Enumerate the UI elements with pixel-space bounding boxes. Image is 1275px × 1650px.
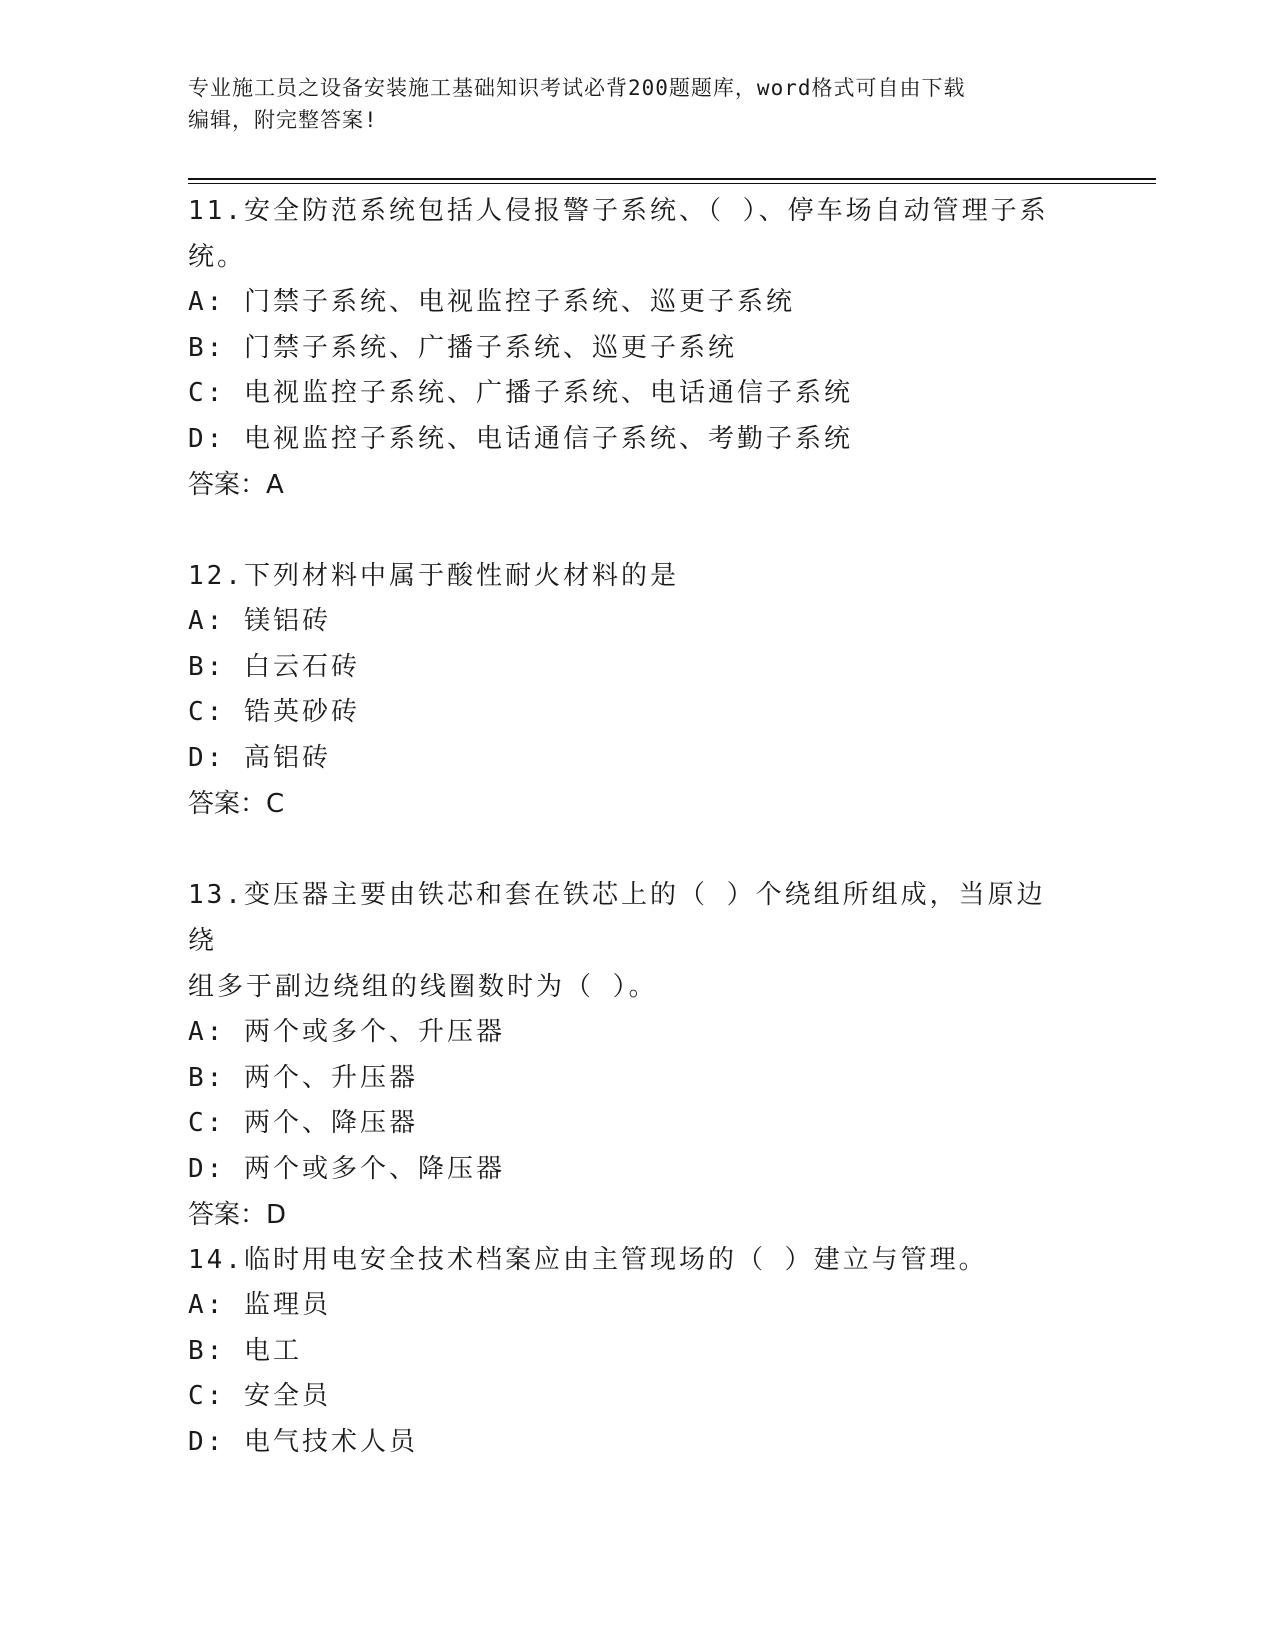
question-stem-line-2: 统。	[188, 242, 247, 272]
option-b: B: 电工	[188, 1335, 302, 1366]
question-14	[188, 1237, 1068, 1465]
header-line-2: 编辑，附完整答案!	[188, 108, 378, 132]
question-11	[188, 188, 1068, 508]
question-stem-line-1: 13.变压器主要由铁芯和套在铁芯上的（ ）个绕组所组成，当原边绕	[188, 880, 1046, 956]
document-header	[188, 72, 1068, 136]
question-stem-line-1: 14.临时用电安全技术档案应由主管现场的（ ）建立与管理。	[188, 1245, 988, 1275]
option-d: D: 电视监控子系统、电话通信子系统、考勤子系统	[188, 423, 853, 454]
option-c: C: 两个、降压器	[188, 1108, 418, 1138]
option-c: C: 电视监控子系统、广播子系统、电话通信子系统	[188, 378, 853, 408]
option-d: D: 高铝砖	[188, 742, 331, 773]
option-a: A: 监理员	[188, 1290, 331, 1320]
option-a: A: 镁铝砖	[188, 606, 331, 636]
question-stem-line-2: 组多于副边绕组的线圈数时为（ ）。	[188, 972, 658, 1002]
option-a: A: 门禁子系统、电视监控子系统、巡更子系统	[188, 287, 795, 317]
question-13	[188, 872, 1068, 1238]
option-c: C: 锆英砂砖	[188, 697, 360, 727]
option-b: B: 两个、升压器	[188, 1062, 418, 1093]
option-d: D: 电气技术人员	[188, 1426, 418, 1457]
question-stem-line-1: 11.安全防范系统包括人侵报警子系统、（ ）、停车场自动管理子系	[188, 196, 1049, 226]
option-b: B: 门禁子系统、广播子系统、巡更子系统	[188, 332, 737, 363]
option-d: D: 两个或多个、降压器	[188, 1153, 505, 1184]
header-divider-thick	[188, 178, 1156, 180]
header-line-1: 专业施工员之设备安装施工基础知识考试必背200题题库，word格式可自由下载	[188, 76, 966, 100]
answer: 答案：D	[188, 1200, 287, 1230]
question-12	[188, 553, 1068, 827]
answer: 答案：C	[188, 789, 285, 819]
question-stem-line-1: 12.下列材料中属于酸性耐火材料的是	[188, 561, 679, 591]
answer: 答案：A	[188, 470, 284, 500]
option-b: B: 白云石砖	[188, 651, 360, 682]
option-a: A: 两个或多个、升压器	[188, 1017, 505, 1047]
option-c: C: 安全员	[188, 1381, 331, 1411]
header-divider-thin	[188, 183, 1156, 184]
